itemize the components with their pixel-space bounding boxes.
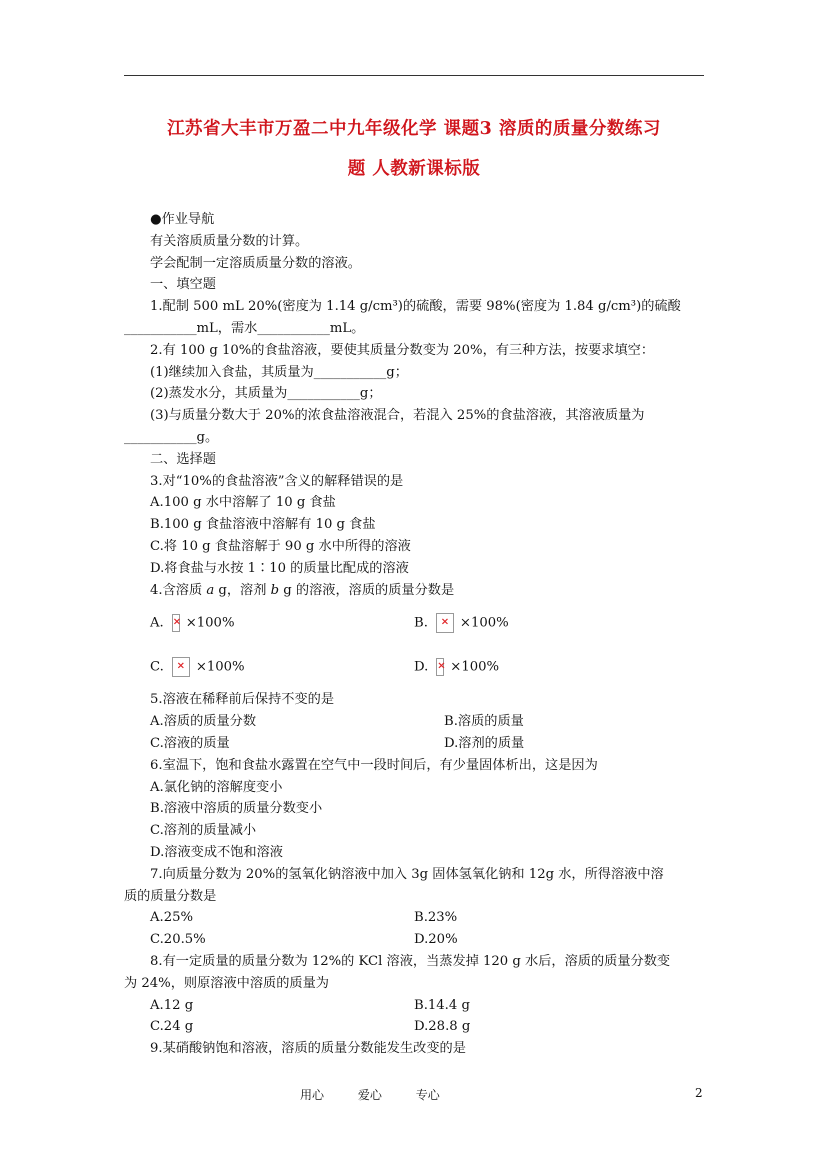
footer-word-2: 爱心 [357,1088,382,1102]
broken-image-icon [172,614,180,632]
q1-line1: 1.配制 500 mL 20%(密度为 1.14 g/cm³)的硫酸，需要 98%(密度为 1.84 g/cm³)的硫酸 [150,299,681,315]
q6-stem: 6.室温下，饱和食盐水露置在空气中一段时间后，有少量固体析出，这是因为 [150,757,598,773]
goal-2: 学会配制一定溶质质量分数的溶液。 [150,255,361,271]
q2-part2: (2)蒸发水分，其质量为___________g； [150,386,382,402]
q6-option-c: C.溶剂的质量减小 [150,823,257,839]
q5-option-b: B.溶质的质量 [444,714,524,730]
q8-option-d: D.28.8 g [414,1019,471,1035]
q8-options-row1 [124,995,706,1017]
q5-options-row1 [124,711,706,733]
q4-options-row1 [124,601,706,645]
q7-option-b: B.23% [414,910,458,926]
nav-heading: ●作业导航 [150,212,215,227]
broken-image-icon [172,657,190,677]
q7-option-c: C.20.5% [150,932,206,948]
q3-option-a: A.100 g 水中溶解了 10 g 食盐 [150,495,336,511]
header-rule [124,75,704,76]
doc-title-line2: 题 人教新课标版 [347,159,481,179]
q9-stem: 9.某硝酸钠饱和溶液，溶质的质量分数能发生改变的是 [150,1041,466,1057]
q1-line2: ___________mL，需水___________mL。 [124,320,365,336]
q3-option-c: C.将 10 g 食盐溶解于 90 g 水中所得的溶液 [150,538,411,554]
var-a: a [206,582,215,598]
q5-options-row2 [124,733,706,755]
page-footer [300,1086,470,1103]
q2-part3-line1: (3)与质量分数大于 20%的浓食盐溶液混合，若混入 25%的食盐溶液，其溶液质量为 [150,408,645,424]
q5-option-d: D.溶剂的质量 [444,735,525,751]
var-b: b [270,582,280,598]
q8-stem-line2: 为 24%，则原溶液中溶质的质量为 [124,975,329,991]
broken-image-icon [436,613,454,633]
q7-stem-line2: 质的质量分数是 [124,888,217,904]
q8-options-row2 [124,1016,706,1038]
footer-word-3: 专心 [415,1088,440,1102]
q2-part3-line2: ___________g。 [124,429,219,445]
q8-option-b: B.14.4 g [414,997,470,1013]
q5-option-a: A.溶质的质量分数 [150,714,257,730]
q5-option-c: C.溶液的质量 [150,735,230,751]
q6-option-a: A.氯化钠的溶解度变小 [150,779,283,795]
q7-option-d: D.20% [414,932,458,948]
q7-options-row2 [124,929,706,951]
q6-option-d: D.溶液变成不饱和溶液 [150,844,283,860]
goal-1: 有关溶质质量分数的计算。 [150,233,309,249]
doc-title-line1: 江苏省大丰市万盈二中九年级化学 课题3 溶质的质量分数练习 [167,119,661,139]
q4-option-d: D.× ×100% [414,658,499,676]
doc-body [124,209,706,1060]
q4-option-c: C.× ×100% [124,657,414,677]
q2-stem: 2.有 100 g 10%的食盐溶液，要使其质量分数变为 20%，有三种方法，按要求填空： [150,342,655,358]
section-fill-in: 一、填空题 [150,277,216,293]
q7-options-row1 [124,907,706,929]
q4-option-b: B.× ×100% [414,613,509,633]
q7-option-a: A.25% [150,910,194,926]
q7-stem-line1: 7.向质量分数为 20%的氢氧化钠溶液中加入 3g 固体氢氧化钠和 12g 水，所得溶液中溶 [150,866,664,882]
page-number: 2 [695,1086,703,1100]
q3-option-d: D.将食盐与水按 1∶10 的质量比配成的溶液 [150,560,409,576]
q3-stem: 3.对“10%的食盐溶液”含义的解释错误的是 [150,473,404,489]
q4-options-row2 [124,645,706,689]
q2-part1: (1)继续加入食盐，其质量为___________g； [150,364,408,380]
q8-option-a: A.12 g [150,997,194,1013]
q4-option-a: A.× ×100% [124,614,414,632]
footer-word-1: 用心 [300,1088,325,1102]
q8-option-c: C.24 g [150,1019,194,1035]
broken-image-icon [436,658,444,676]
q5-stem: 5.溶液在稀释前后保持不变的是 [150,692,335,708]
q8-stem-line1: 8.有一定质量的质量分数为 12%的 KCl 溶液，当蒸发掉 120 g 水后，溶质的质量分数变 [150,953,671,969]
q4-stem: 4.含溶质 a g，溶剂 b g 的溶液，溶质的质量分数是 [150,582,455,598]
q3-option-b: B.100 g 食盐溶液中溶解有 10 g 食盐 [150,517,376,533]
q6-option-b: B.溶液中溶质的质量分数变小 [150,801,323,817]
section-choice: 二、选择题 [150,451,216,467]
